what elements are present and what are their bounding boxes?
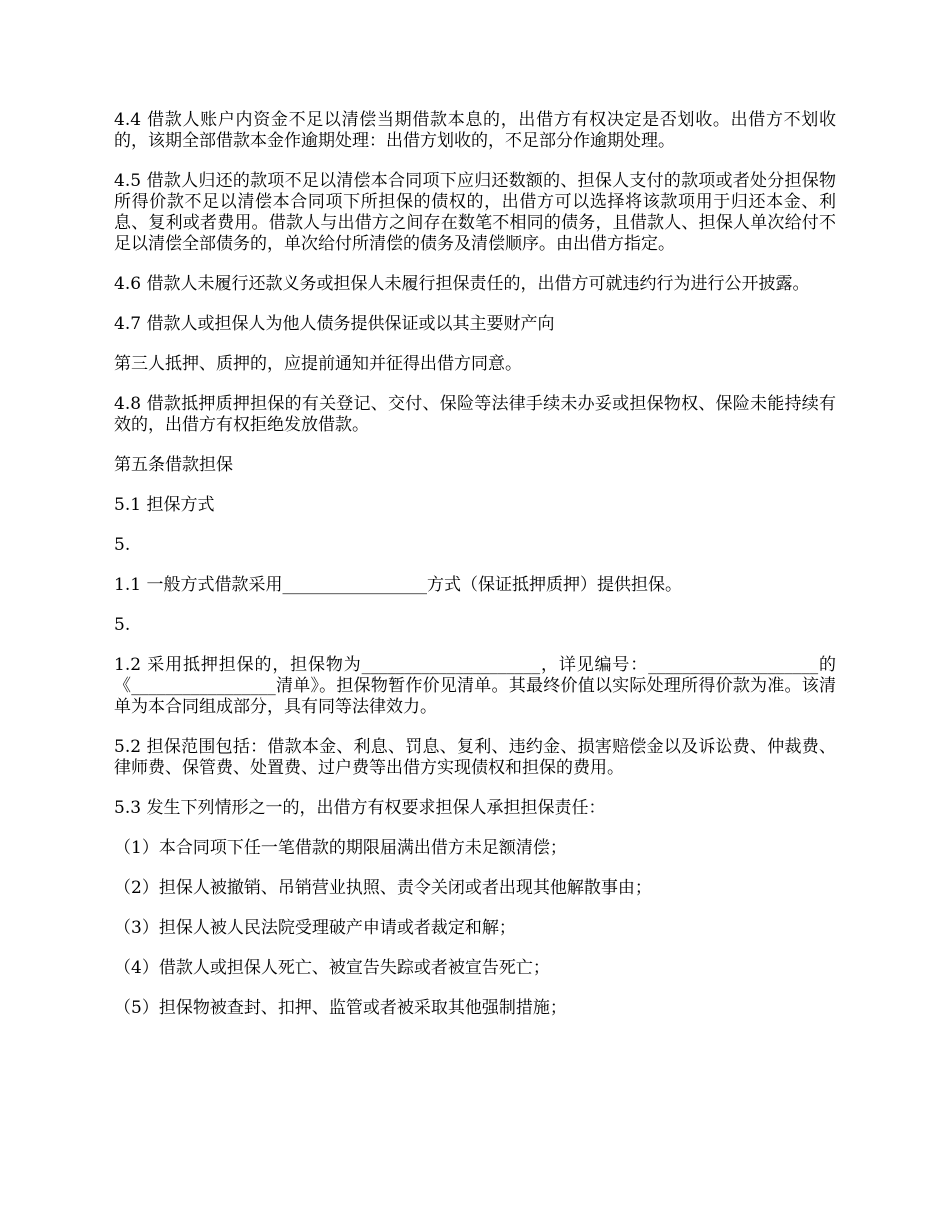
clause-4-5: 4.5 借款人归还的款项不足以清偿本合同项下应归还数额的、担保人支付的款项或者处分担保物所得价款不足以清偿本合同项下所担保的债权的，出借方可以选择将该款项用于归还本金、利息、复利或者费用。借款人与出借方之间存在数笔不相同的债务，且借款人、担保人单次给付不足以清偿全部债务的，单次给付所清偿的债务及清偿顺序。由出借方指定。 — [114, 171, 836, 254]
clause-4-7: 4.7 借款人或担保人为他人债务提供保证或以其主要财产向 — [114, 314, 555, 334]
clause-5-3: 5.3 发生下列情形之一的，出借方有权要求担保人承担担保责任： — [114, 798, 606, 818]
clause-5-3-item-4: （4）借款人或担保人死亡、被宣告失踪或者被宣告死亡； — [114, 958, 550, 978]
clause-number-fragment: 5. — [114, 535, 131, 555]
clause-5-3-item-2: （2）担保人被撤销、吊销营业执照、责令关闭或者出现其他解散事由； — [114, 878, 652, 898]
clause-4-7-continued: 第三人抵押、质押的，应提前通知并征得出借方同意。 — [114, 354, 522, 374]
clause-5-2: 5.2 担保范围包括：借款本金、利息、罚息、复利、违约金、损害赔偿金以及诉讼费、仲裁费、律师费、保管费、处置费、过户费等出借方实现债权和担保的费用。 — [114, 737, 836, 778]
clause-5-3-item-5: （5）担保物被查封、扣押、监管或者被采取其他强制措施； — [114, 998, 567, 1018]
clause-5-1-2: 1.2 采用抵押担保的，担保物为_____________________，详见编号：____________________的《_________________清单》。担保物暂作价见清单。其最终价值以实际处理所得价款为准。该清单为本合同组成部分，具有同等法律效力。 — [114, 655, 836, 717]
clause-4-4: 4.4 借款人账户内资金不足以清偿当期借款本息的，出借方有权决定是否划收。出借方不划收的，该期全部借款本金作逾期处理：出借方划收的，不足部分作逾期处理。 — [114, 110, 836, 151]
document-body — [114, 110, 836, 1038]
clause-4-8: 4.8 借款抵押质押担保的有关登记、交付、保险等法律手续未办妥或担保物权、保险未能持续有效的，出借方有权拒绝发放借款。 — [114, 394, 836, 435]
clause-5-1-1: 1.1 一般方式借款采用_________________方式（保证抵押质押）提供担保。 — [114, 575, 682, 595]
article-5-heading: 第五条借款担保 — [114, 455, 233, 475]
clause-5-3-item-3: （3）担保人被人民法院受理破产申请或者裁定和解； — [114, 918, 516, 938]
clause-4-6: 4.6 借款人未履行还款义务或担保人未履行担保责任的，出借方可就违约行为进行公开披露。 — [114, 274, 810, 294]
clause-5-3-item-1: （1）本合同项下任一笔借款的期限届满出借方未足额清偿； — [114, 838, 567, 858]
clause-number-fragment: 5. — [114, 615, 131, 635]
clause-5-1-heading: 5.1 担保方式 — [114, 495, 215, 515]
